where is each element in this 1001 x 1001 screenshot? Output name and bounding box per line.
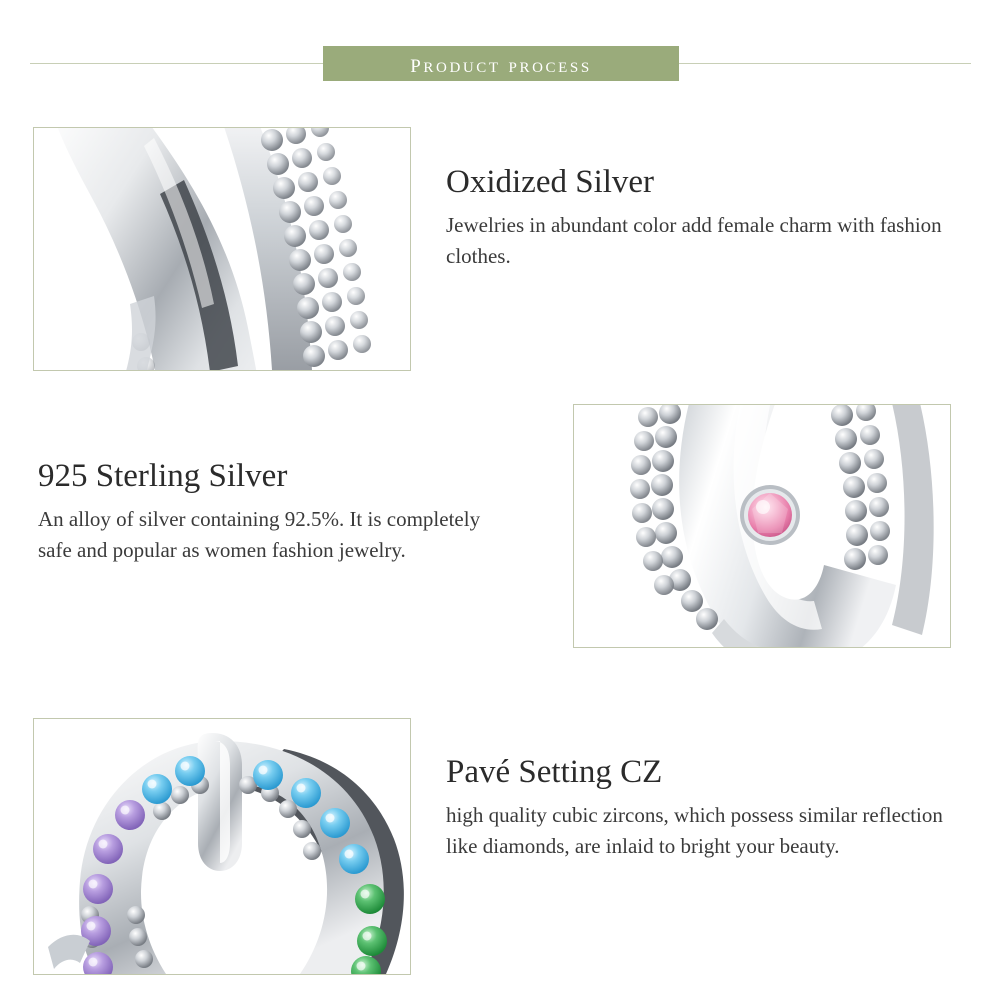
body-pave-setting-cz: high quality cubic zircons, which possess similar reflection like diamonds, are inlaid to bright your beauty.	[446, 803, 943, 859]
oxidized-silver-illustration	[34, 128, 410, 370]
text-pave-setting-cz	[446, 754, 956, 862]
photo-pave-setting-cz	[33, 718, 411, 975]
photo-sterling-silver-content	[574, 405, 950, 647]
body-oxidized-silver: Jewelries in abundant color add female charm with fashion clothes.	[446, 213, 942, 269]
text-oxidized-silver	[446, 164, 946, 272]
body-sterling-silver: An alloy of silver containing 92.5%. It is completely safe and popular as women fashion jewelry.	[38, 507, 481, 563]
page-title: product process	[410, 48, 592, 78]
heading-sterling-silver: 925 Sterling Silver	[38, 458, 288, 494]
pink-gem	[740, 485, 800, 545]
pave-setting-illustration	[34, 719, 410, 974]
heading-pave-setting-cz: Pavé Setting CZ	[446, 754, 663, 790]
photo-oxidized-silver-content	[34, 128, 410, 370]
photo-oxidized-silver	[33, 127, 411, 371]
sterling-silver-illustration	[574, 405, 950, 647]
photo-sterling-silver	[573, 404, 951, 648]
text-sterling-silver	[38, 458, 518, 566]
page-header	[0, 46, 1001, 82]
header-banner	[323, 46, 679, 81]
heading-oxidized-silver: Oxidized Silver	[446, 164, 655, 200]
photo-pave-setting-cz-content	[34, 719, 410, 974]
